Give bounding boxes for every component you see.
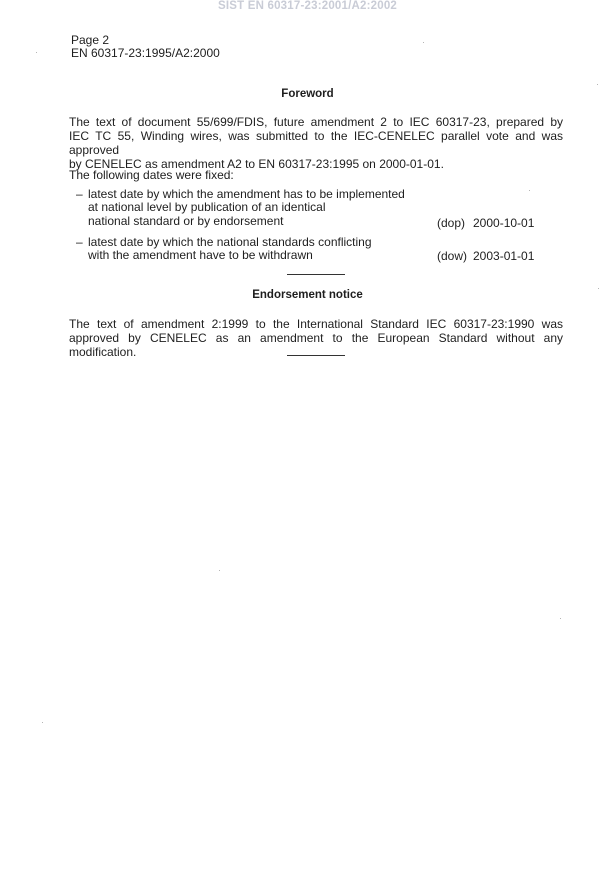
scan-speck: [423, 42, 424, 43]
dates-intro: The following dates were fixed:: [69, 168, 234, 182]
date-item-dow-line-2: with the amendment have to be withdrawn: [88, 248, 313, 262]
foreword-line-3: by CENELEC as amendment A2 to EN 60317-23:1995 on 2000-01-01.: [69, 157, 444, 171]
foreword-paragraph: [69, 115, 563, 171]
date-item-dop-line-1: latest date by which the amendment has to be implemented: [88, 187, 405, 201]
scan-speck: [219, 570, 220, 571]
endorsement-title: Endorsement notice: [252, 289, 363, 301]
section-divider: [287, 274, 345, 275]
document-reference: EN 60317-23:1995/A2:2000: [71, 46, 220, 60]
dow-date: 2003-01-01: [473, 249, 535, 263]
watermark: SIST EN 60317-23:2001/A2:2002: [217, 0, 398, 12]
foreword-line-2: IEC TC 55, Winding wires, was submitted to the IEC-CENELEC parallel vote and was approved: [69, 129, 563, 157]
dop-date: 2000-10-01: [473, 216, 535, 230]
end-divider: [287, 355, 345, 356]
scan-speck: [36, 52, 37, 53]
dop-code: (dop): [437, 216, 466, 230]
date-item-dop-line-3: national standard or by endorsement: [88, 214, 284, 228]
dash-bullet: –: [76, 187, 83, 201]
dow-code: (dow): [437, 249, 468, 263]
date-item-dop-line-2: at national level by publication of an identical: [88, 200, 326, 214]
endorsement-paragraph: [69, 317, 563, 359]
scan-speck: [597, 84, 598, 85]
scan-speck: [529, 190, 530, 191]
endorsement-line-2: approved by CENELEC as an amendment to the European Standard without any modification.: [69, 331, 563, 359]
scan-speck: [598, 288, 599, 289]
endorsement-line-1: The text of amendment 2:1999 to the International Standard IEC 60317-23:1990 was: [69, 317, 563, 331]
scan-speck: [42, 722, 43, 723]
page-number: Page 2: [71, 33, 110, 47]
foreword-line-1: The text of document 55/699/FDIS, future amendment 2 to IEC 60317-23, prepared by: [69, 115, 563, 129]
date-item-dow-line-1: latest date by which the national standards conflicting: [88, 235, 372, 249]
foreword-title: Foreword: [281, 88, 334, 100]
scan-speck: [560, 618, 561, 619]
dash-bullet: –: [76, 235, 83, 249]
